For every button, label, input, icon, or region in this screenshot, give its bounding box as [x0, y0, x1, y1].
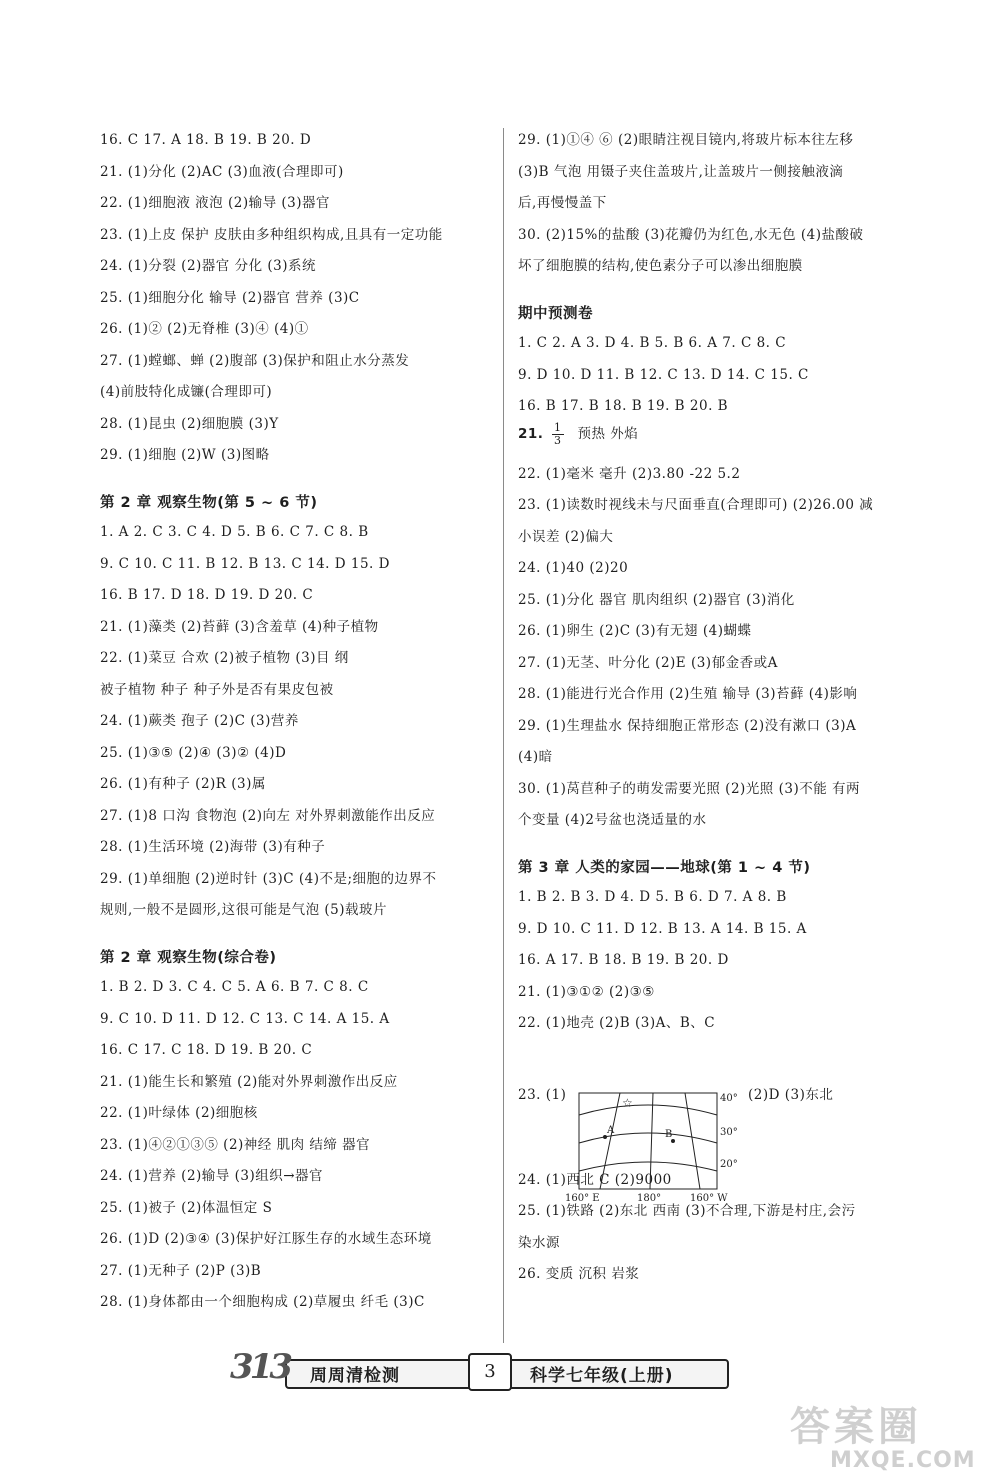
lat-label-20: 20° [720, 1159, 738, 1170]
map-figure [565, 1085, 745, 1209]
answer-line: 25. (1)分化 器官 肌肉组织 (2)器官 (3)消化 [518, 591, 795, 608]
brand-logo: 313 [230, 1347, 289, 1387]
answer-line: 25. (1)铁路 (2)东北 西南 (3)不合理,下游是村庄,会污 [518, 1203, 856, 1219]
answer-line: 26. (1)② (2)无脊椎 (3)④ (4)① [100, 321, 309, 337]
answer-line: 9. D 10. C 11. D 12. B 13. A 14. B 15. A [518, 920, 807, 937]
answer-line: 1. B 2. B 3. D 4. D 5. B 6. D 7. A 8. B [518, 889, 787, 905]
answer-line: 27. (1)8 口沟 食物泡 (2)向左 对外界刺激能作出反应 [100, 807, 436, 824]
answer-line: 染水源 [518, 1234, 560, 1251]
answer-line: 23. (1)④②①③⑤ (2)神经 肌肉 结缔 器官 [100, 1136, 371, 1153]
answer-line: 24. (1)西北 C (2)9000 [518, 1171, 672, 1188]
lon-label-160w: 160° W [690, 1193, 728, 1204]
answer-line: 24. (1)蕨类 孢子 (2)C (3)营养 [100, 713, 299, 729]
point-b-label: B [665, 1129, 673, 1140]
answer-line: 被子植物 种子 种子外是否有果皮包被 [100, 681, 334, 698]
answer-line: 24. (1)营养 (2)输导 (3)组织→器官 [100, 1168, 324, 1184]
answer-line: 27. (1)无茎、叶分化 (2)E (3)郁金香或A [518, 654, 778, 671]
answer-line: 21. (1)能生长和繁殖 (2)能对外界刺激作出反应 [100, 1073, 398, 1090]
answer-line: 22. (1)细胞液 液泡 (2)输导 (3)器官 [100, 195, 331, 211]
fraction: $\frac{1}{3}$ [554, 420, 562, 447]
answer-line: 30. (2)15%的盐酸 (3)花瓣仍为红色,水无色 (4)盐酸破 [518, 226, 864, 243]
section-heading: 期中预测卷 [518, 305, 593, 322]
answer-line-map-prefix: 23. (1) [518, 1086, 567, 1103]
answer-line: 22. (1)菜豆 合欢 (2)被子植物 (3)目 纲 [100, 650, 349, 666]
page-footer [230, 1347, 730, 1392]
answer-line: 24. (1)分裂 (2)器官 分化 (3)系统 [100, 258, 317, 274]
answer-line: 28. (1)生活环境 (2)海带 (3)有种子 [100, 839, 326, 855]
answer-line-map-suffix: (2)D (3)东北 [748, 1086, 834, 1103]
column-divider [503, 128, 504, 1343]
answer-line: 27. (1)无种子 (2)P (3)B [100, 1262, 262, 1279]
answer-line: 1. C 2. A 3. D 4. B 5. B 6. A 7. C 8. C [518, 335, 787, 351]
answer-line: 25. (1)③⑤ (2)④ (3)② (4)D [100, 744, 287, 761]
answer-line: 28. (1)身体都由一个细胞构成 (2)草履虫 纤毛 (3)C [100, 1294, 425, 1310]
answer-line: 29. (1)单细胞 (2)逆时针 (3)C (4)不是;细胞的边界不 [100, 870, 437, 887]
answer-line: 坏了细胞膜的结构,使色素分子可以渗出细胞膜 [518, 258, 803, 274]
lat-label-30: 30° [720, 1127, 738, 1138]
watermark-line2: MXQE.COM [830, 1448, 976, 1473]
answer-line: 1. B 2. D 3. C 4. C 5. A 6. B 7. C 8. C [100, 979, 369, 995]
answer-line: 28. (1)能进行光合作用 (2)生殖 输导 (3)苔藓 (4)影响 [518, 686, 858, 702]
answer-line: 22. (1)地壳 (2)B (3)A、B、C [518, 1015, 716, 1031]
answer-line: 30. (1)莴苣种子的萌发需要光照 (2)光照 (3)不能 有两 [518, 780, 861, 797]
answer-line: 21. $\frac{1}{3}$ 预热 外焰 [518, 420, 639, 447]
answer-line: 21. (1)分化 (2)AC (3)血液(合理即可) [100, 163, 344, 180]
answer-line: 9. C 10. C 11. B 12. B 13. C 14. D 15. D [100, 555, 390, 572]
answer-line: 26. (1)D (2)③④ (3)保护好江豚生存的水域生态环境 [100, 1231, 432, 1247]
answer-line: 27. (1)螳螂、蝉 (2)腹部 (3)保护和阻止水分蒸发 [100, 352, 410, 369]
lon-label-160e: 160° E [565, 1193, 600, 1204]
answer-line: 26. (1)有种子 (2)R (3)属 [100, 776, 266, 792]
answer-line: 26. (1)卵生 (2)C (3)有无翅 (4)蝴蝶 [518, 623, 752, 639]
watermark-line1: 答案圈 [790, 1404, 922, 1450]
answer-line: 26. 变质 沉积 岩浆 [518, 1266, 640, 1282]
answer-line: 后,再慢慢盖下 [518, 195, 607, 211]
answer-line: 21. (1)③①② (2)③⑤ [518, 983, 655, 1000]
answer-line: 22. (1)毫米 毫升 (2)3.80 -22 5.2 [518, 465, 741, 482]
answer-line: 29. (1)①④ ⑥ (2)眼睛注视目镜内,将玻片标本往左移 [518, 132, 854, 148]
page-number: 3 [468, 1353, 512, 1391]
answer-line: 小误差 (2)偏大 [518, 528, 614, 545]
answer-line: 25. (1)被子 (2)体温恒定 S [100, 1199, 273, 1216]
answer-line: 24. (1)40 (2)20 [518, 560, 629, 576]
answer-line: 16. C 17. A 18. B 19. B 20. D [100, 132, 312, 148]
answer-line: 29. (1)细胞 (2)W (3)图略 [100, 447, 270, 463]
answer-line: 21. (1)藻类 (2)苔藓 (3)含羞草 (4)种子植物 [100, 618, 379, 635]
answer-line: 规则,一般不是圆形,这很可能是气泡 (5)载玻片 [100, 902, 387, 918]
latitude-longitude-grid [565, 1085, 745, 1205]
answer-line: 16. B 17. D 18. D 19. D 20. C [100, 587, 314, 603]
point-a-label: A [607, 1125, 615, 1136]
answer-line: 22. (1)叶绿体 (2)细胞核 [100, 1105, 258, 1121]
answer-line: 1. A 2. C 3. C 4. D 5. B 6. C 7. C 8. B [100, 524, 369, 540]
answer-line: (4)暗 [518, 749, 553, 765]
answer-line: 16. B 17. B 18. B 19. B 20. B [518, 398, 729, 414]
answer-line: 个变量 (4)2号盆也浇适量的水 [518, 812, 707, 828]
footer-title: 周周清检测 [310, 1366, 400, 1386]
answer-line: 25. (1)细胞分化 输导 (2)器官 营养 (3)C [100, 289, 360, 306]
watermark [790, 1395, 990, 1473]
answer-line: 28. (1)昆虫 (2)细胞膜 (3)Y [100, 415, 279, 432]
answer-line: 16. C 17. C 18. D 19. B 20. C [100, 1042, 313, 1058]
answer-line: 23. (1)读数时视线未与尺面垂直(合理即可) (2)26.00 减 [518, 497, 874, 513]
star-marker-icon: ☆ [622, 1096, 633, 1110]
answer-line: (4)前肢特化成镰(合理即可) [100, 384, 273, 400]
answer-line: 9. D 10. D 11. B 12. C 13. D 14. C 15. C [518, 366, 809, 383]
answer-line: (3)B 气泡 用镊子夹住盖玻片,让盖玻片一侧接触液滴 [518, 163, 844, 180]
answer-line: 29. (1)生理盐水 保持细胞正常形态 (2)没有漱口 (3)A [518, 717, 857, 734]
section-heading: 第 2 章 观察生物(第 5 ~ 6 节) [100, 494, 318, 511]
lat-label-40: 40° [720, 1093, 738, 1104]
footer-subject: 科学七年级(上册) [530, 1366, 674, 1386]
answer-line: 9. C 10. D 11. D 12. C 13. C 14. A 15. A [100, 1010, 390, 1027]
lon-label-180: 180° [637, 1193, 662, 1204]
answer-line: 23. (1)上皮 保护 皮肤由多种组织构成,且具有一定功能 [100, 226, 443, 243]
answer-line: 16. A 17. B 18. B 19. B 20. D [518, 952, 729, 968]
section-heading: 第 3 章 人类的家园——地球(第 1 ~ 4 节) [518, 859, 811, 876]
section-heading: 第 2 章 观察生物(综合卷) [100, 949, 277, 966]
question-number: 21. [518, 425, 544, 442]
